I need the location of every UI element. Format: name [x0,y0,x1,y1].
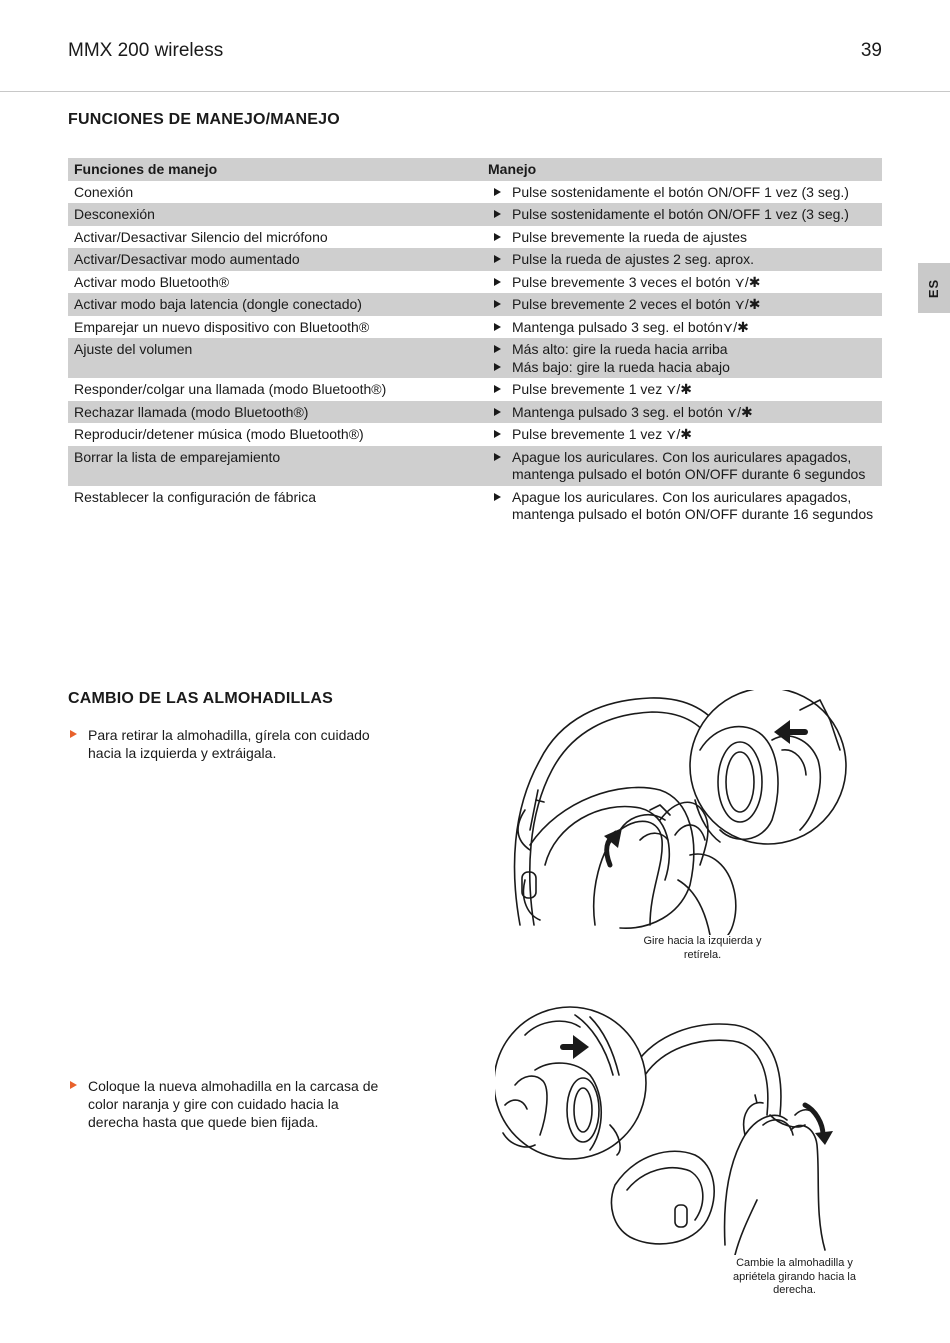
table-header-operation: Manejo [488,161,537,177]
operation-line [488,404,876,422]
operation-text: Pulse brevemente 1 vez ⋎/✱ [512,426,692,442]
operation-cell [482,293,882,316]
operation-text: Apague los auriculares. Con los auriculares apagados, mantenga pulsado el botón ON/OFF durante 16 segundos [512,488,874,522]
function-cell: Activar/Desactivar Silencio del micrófono [74,228,328,245]
page-number: 39 [860,40,882,61]
operation-text: Pulse sostenidamente el botón ON/OFF 1 vez (3 seg.) [512,183,849,200]
table-row [68,226,882,249]
operation-cell [482,423,882,446]
function-cell: Rechazar llamada (modo Bluetooth®) [74,403,309,420]
table-row [68,338,882,378]
earpad-attach-caption: Cambie la almohadilla y apriétela girando hacia la derecha. [733,1257,856,1296]
operation-text: Más alto: gire la rueda hacia arriba [512,341,728,357]
bullet-triangle-icon [494,278,501,286]
operation-cell [482,248,882,271]
operation-text: Mantenga pulsado 3 seg. el botón ⋎/✱ [512,403,753,420]
operation-cell [482,338,882,378]
bullet-triangle-icon [494,363,501,371]
operation-cell [482,226,882,249]
operation-text: Pulse sostenidamente el botón ON/OFF 1 vez (3 seg.) [512,206,849,222]
earpad-step-attach [68,1077,388,1131]
earpad-removal-caption: Gire hacia la izquierda y retírela. [643,935,762,961]
function-cell: Emparejar un nuevo dispositivo con Bluetooth® [74,318,370,335]
operation-line [488,229,876,247]
operation-text: Apague los auriculares. Con los auriculares apagados, mantenga pulsado el botón ON/OFF durante 6 segundos [512,448,866,482]
operation-cell [482,446,882,486]
operation-text: Mantenga pulsado 3 seg. el botón⋎/✱ [512,318,749,335]
operation-text: Pulse la rueda de ajustes 2 seg. aprox. [512,251,755,267]
table-row [68,401,882,424]
bullet-triangle-icon [494,430,501,438]
bullet-triangle-icon [494,323,501,331]
operation-text: Pulse brevemente 1 vez ⋎/✱ [512,381,692,397]
bullet-triangle-icon [70,1081,77,1089]
bullet-triangle-icon [494,255,501,263]
operation-cell [482,271,882,294]
operation-text: Más bajo: gire la rueda hacia abajo [512,358,730,375]
table-row [68,271,882,294]
earpad-section-title: CAMBIO DE LAS ALMOHADILLAS [68,690,334,707]
operation-line [488,381,876,399]
operation-line [488,184,876,202]
earpad-step-remove [68,726,398,762]
bullet-triangle-icon [494,385,501,393]
operations-table-body [68,181,882,526]
function-cell: Responder/colgar una llamada (modo Bluetooth®) [74,381,387,397]
earpad-attach-illustration [495,1005,860,1255]
table-row [68,446,882,486]
operation-line [488,489,876,524]
operation-line [488,319,876,337]
operations-section-title: FUNCIONES DE MANEJO/MANEJO [68,111,340,128]
bullet-triangle-icon [494,233,501,241]
bullet-triangle-icon [494,210,501,218]
table-header-function: Funciones de manejo [74,161,218,177]
operation-cell [482,486,882,526]
operation-cell [482,316,882,339]
bullet-triangle-icon [494,188,501,196]
language-tab [918,263,950,313]
operation-cell [482,181,882,204]
bullet-triangle-icon [494,453,501,461]
operation-line [488,426,876,444]
table-row [68,316,882,339]
language-tab-label: ES [926,278,942,298]
operation-line [488,359,876,377]
function-cell: Desconexión [74,206,155,222]
operation-line [488,296,876,314]
operation-line [488,251,876,269]
table-row [68,378,882,401]
function-cell: Activar modo Bluetooth® [74,273,230,290]
bullet-triangle-icon [494,345,501,353]
function-cell: Borrar la lista de emparejamiento [74,448,281,465]
operation-text: Pulse brevemente la rueda de ajustes [512,228,748,245]
function-cell: Reproducir/detener música (modo Bluetooth®) [74,426,364,442]
function-cell: Ajuste del volumen [74,341,193,357]
operation-cell [482,203,882,226]
operation-line [488,206,876,224]
operation-line [488,449,876,484]
page-header [0,0,950,92]
table-row [68,248,882,271]
earpad-removal-illustration [500,690,860,935]
operation-text: Pulse brevemente 2 veces el botón ⋎/✱ [512,296,761,312]
operations-table [68,158,882,526]
bullet-triangle-icon [494,300,501,308]
operation-text: Pulse brevemente 3 veces el botón ⋎/✱ [512,273,761,290]
operation-cell [482,378,882,401]
earpad-step-remove-text: Para retirar la almohadilla, gírela con cuidado hacia la izquierda y extráigala. [88,727,370,761]
function-cell: Activar/Desactivar modo aumentado [74,251,300,267]
operation-line [488,274,876,292]
function-cell: Activar modo baja latencia (dongle conectado) [74,296,362,312]
document-title: MMX 200 wireless [68,40,224,61]
function-cell: Conexión [74,183,134,200]
table-row [68,203,882,226]
bullet-triangle-icon [494,408,501,416]
operation-line [488,341,876,359]
table-row [68,293,882,316]
function-cell: Restablecer la configuración de fábrica [74,488,317,505]
operation-cell [482,401,882,424]
table-row [68,181,882,204]
bullet-triangle-icon [494,493,501,501]
bullet-triangle-icon [70,730,77,738]
table-header-row [68,158,882,181]
earpad-step-attach-text: Coloque la nueva almohadilla en la carcasa de color naranja y gire con cuidado hacia la derecha hasta que quede bien fijada. [88,1078,379,1130]
table-row [68,486,882,526]
table-row [68,423,882,446]
